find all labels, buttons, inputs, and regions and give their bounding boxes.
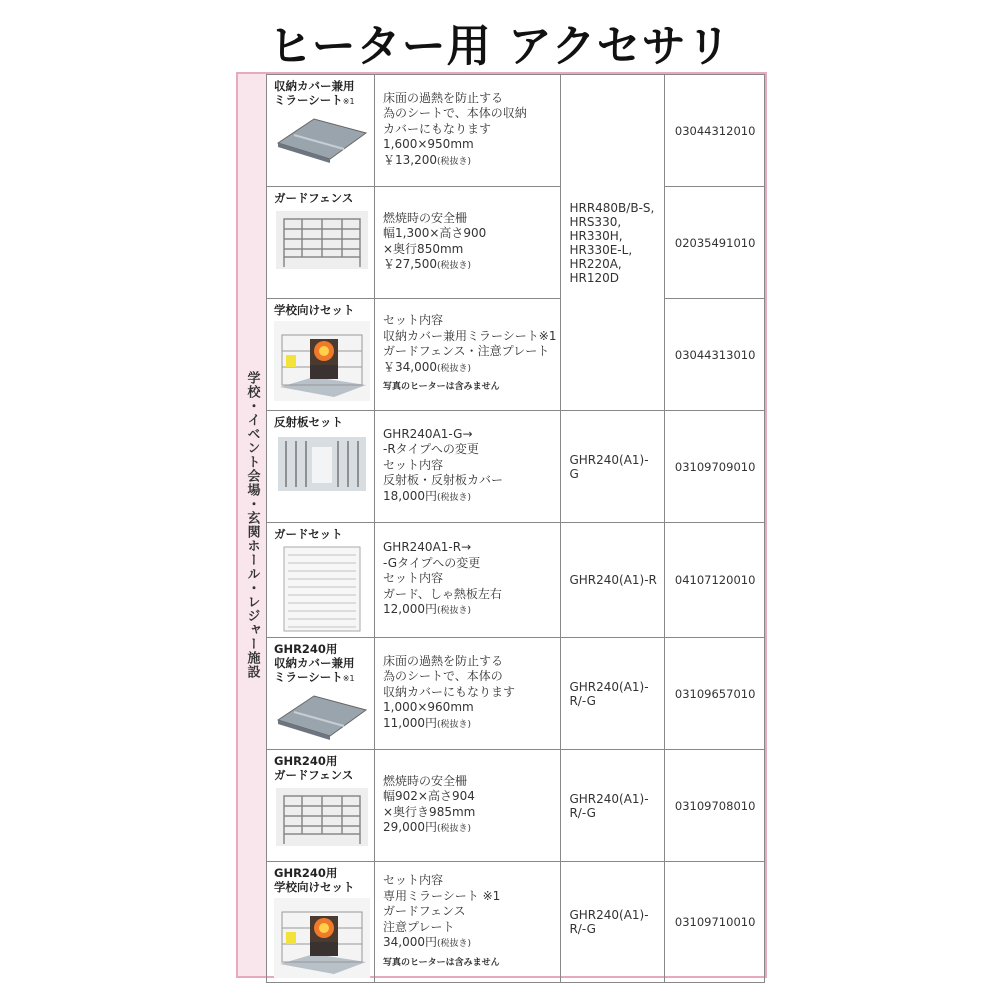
description-line: セット内容 <box>383 457 444 472</box>
product-name-line: 反射板セット <box>274 415 343 429</box>
product-name <box>274 866 370 894</box>
product-cell <box>267 411 375 523</box>
product-code-cell: 04107120010 <box>664 523 764 638</box>
table-row <box>267 75 765 187</box>
category-sidebar <box>238 74 266 976</box>
product-name <box>274 754 370 782</box>
product-name <box>274 303 370 317</box>
description-line: ×奥行き985mm <box>383 804 476 819</box>
compatible-model-cell: GHR240(A1)-R <box>561 523 664 638</box>
description-line: -Rタイプへの変更 <box>383 442 479 457</box>
description-line: GHR240A1-G→ <box>383 426 473 441</box>
tax-note: (税抜き) <box>437 939 472 949</box>
price-line <box>383 489 556 507</box>
description-cell <box>375 862 561 983</box>
description-line: GHR240A1-R→ <box>383 540 472 555</box>
product-name <box>274 415 370 429</box>
table-row <box>267 187 765 299</box>
description-line: 1,000×960mm <box>383 700 474 715</box>
description-line: セット内容 <box>383 313 444 328</box>
description-line: ×奥行850mm <box>383 241 464 256</box>
description-cell <box>375 523 561 638</box>
footnote-mark: ※1 <box>342 97 355 106</box>
description-cell <box>375 638 561 750</box>
mirror-sheet-photo <box>274 113 370 169</box>
compatible-model: HR330H, <box>569 228 623 243</box>
price-value: 11,000円 <box>383 715 437 730</box>
description-line: 幅1,300×高さ900 <box>383 226 487 240</box>
price-value: 18,000円 <box>383 488 437 503</box>
tax-note: (税抜き) <box>437 261 472 271</box>
accessory-table-frame <box>236 72 767 978</box>
description-line: 幅902×高さ904 <box>383 789 475 803</box>
tax-note: (税抜き) <box>437 363 472 374</box>
description-line: 為のシートで、本体の <box>383 669 503 684</box>
price-line <box>383 602 556 620</box>
footnote-mark: ※1 <box>342 674 355 683</box>
product-name-line: ミラーシート※1 <box>274 93 355 107</box>
price-line <box>383 257 556 275</box>
price-value: ￥13,200 <box>383 152 437 167</box>
product-code-cell: 03109657010 <box>664 638 764 750</box>
guard-fence-photo <box>274 209 370 275</box>
product-name <box>274 527 370 541</box>
product-name <box>274 642 370 686</box>
school-set-photo <box>274 321 370 405</box>
product-cell <box>267 75 375 187</box>
description-cell <box>375 75 561 187</box>
product-name-line: GHR240用 <box>274 754 338 768</box>
product-cell <box>267 523 375 638</box>
compatible-model: HR120D <box>569 270 619 285</box>
table-row <box>267 523 765 638</box>
description-line: 1,600×950mm <box>383 137 474 152</box>
page-title: ヒーター用 アクセサリ <box>268 21 732 72</box>
tax-note: (税抜き) <box>437 606 472 617</box>
price-value: 34,000円 <box>383 935 437 949</box>
description-line: ガードフェンス <box>383 904 466 918</box>
product-name-line: ガードフェンス <box>274 768 354 782</box>
product-code-cell: 03109708010 <box>664 750 764 862</box>
product-code-cell: 02035491010 <box>664 187 764 299</box>
product-cell <box>267 299 375 411</box>
description-line: 為のシートで、本体の収納 <box>383 106 527 121</box>
product-code-cell: 03044312010 <box>664 75 764 187</box>
price-value: 29,000円 <box>383 820 437 834</box>
description-line: 燃焼時の安全柵 <box>383 773 468 788</box>
product-cell <box>267 638 375 750</box>
accessory-table <box>266 74 765 983</box>
description-cell <box>375 299 561 411</box>
table-row <box>267 411 765 523</box>
description-line: セット内容 <box>383 873 444 887</box>
description-line: 専用ミラーシート ※1 <box>383 888 501 903</box>
compatible-model: HRS330, <box>569 214 622 229</box>
tax-note: (税抜き) <box>437 824 472 834</box>
tax-note: (税抜き) <box>437 719 472 730</box>
compatible-model-cell: GHR240(A1)-R/-G <box>561 750 664 862</box>
product-name-line: 収納カバー兼用 <box>274 79 355 93</box>
tax-note: (税抜き) <box>437 156 472 167</box>
price-line <box>383 153 556 171</box>
compatible-model-cell: GHR240(A1)-R/-G <box>561 638 664 750</box>
photo-disclaimer: 写真のヒーターは含みません <box>383 957 500 968</box>
product-code-cell: 03109709010 <box>664 411 764 523</box>
price-line <box>383 935 556 953</box>
description-line: 収納カバー兼用ミラーシート※1 <box>383 328 557 343</box>
description-line: 燃焼時の安全柵 <box>383 210 468 225</box>
compatible-model-cell: GHR240(A1)-R/-G <box>561 862 664 983</box>
price-value: ￥27,500 <box>383 257 437 271</box>
description-line: 反射板・反射板カバー <box>383 473 504 488</box>
price-line <box>383 360 556 378</box>
price-line <box>383 716 556 734</box>
description-line: 床面の過熱を防止する <box>383 90 504 105</box>
description-line: カバーにもなります <box>383 121 492 136</box>
compatible-model: HRR480B/B-S, <box>569 200 655 215</box>
description-line: 収納カバーにもなります <box>383 684 516 699</box>
photo-disclaimer: 写真のヒーターは含みません <box>383 382 500 393</box>
price-line <box>383 820 556 838</box>
price-value: ￥34,000 <box>383 359 437 374</box>
product-cell <box>267 862 375 983</box>
reflector-set-photo <box>274 433 370 499</box>
description-cell <box>375 750 561 862</box>
table-row <box>267 299 765 411</box>
product-name-line: GHR240用 <box>274 866 338 880</box>
product-name-line: ガードセット <box>274 527 343 541</box>
description-cell <box>375 187 561 299</box>
compatible-model: HR330E-L, <box>569 242 633 257</box>
compatible-model-cell: GHR240(A1)-G <box>561 411 664 523</box>
product-name-line: ガードフェンス <box>274 191 354 205</box>
description-line: 注意プレート <box>383 919 455 934</box>
category-label: 学校・イベント会場・玄関ホール・レジャー施設 <box>244 371 260 679</box>
description-cell <box>375 411 561 523</box>
school-set-photo <box>274 898 370 982</box>
product-code-cell: 03044313010 <box>664 299 764 411</box>
compatible-model: HR220A, <box>569 256 622 271</box>
product-name-line: 収納カバー兼用 <box>274 656 355 670</box>
compatible-models-cell <box>561 75 664 411</box>
product-name-line: 学校向けセット <box>274 303 355 317</box>
table-row <box>267 638 765 750</box>
table-row <box>267 862 765 983</box>
mirror-sheet-photo <box>274 690 370 746</box>
guard-set-photo <box>274 545 370 637</box>
table-row <box>267 750 765 862</box>
description-line: ガードフェンス・注意プレート <box>383 344 550 359</box>
description-line: セット内容 <box>383 571 444 586</box>
guard-fence-photo <box>274 786 370 852</box>
product-cell <box>267 187 375 299</box>
product-name-line: 学校向けセット <box>274 880 355 894</box>
product-code-cell: 03109710010 <box>664 862 764 983</box>
product-name <box>274 191 370 205</box>
description-line: 床面の過熱を防止する <box>383 653 504 668</box>
tax-note: (税抜き) <box>437 492 472 503</box>
product-name <box>274 79 370 109</box>
description-line: -Gタイプへの変更 <box>383 555 481 570</box>
description-line: ガード、しゃ熱板左右 <box>383 586 502 601</box>
product-cell <box>267 750 375 862</box>
product-name-line: ミラーシート※1 <box>274 670 355 684</box>
product-name-line: GHR240用 <box>274 642 338 656</box>
price-value: 12,000円 <box>383 602 437 617</box>
